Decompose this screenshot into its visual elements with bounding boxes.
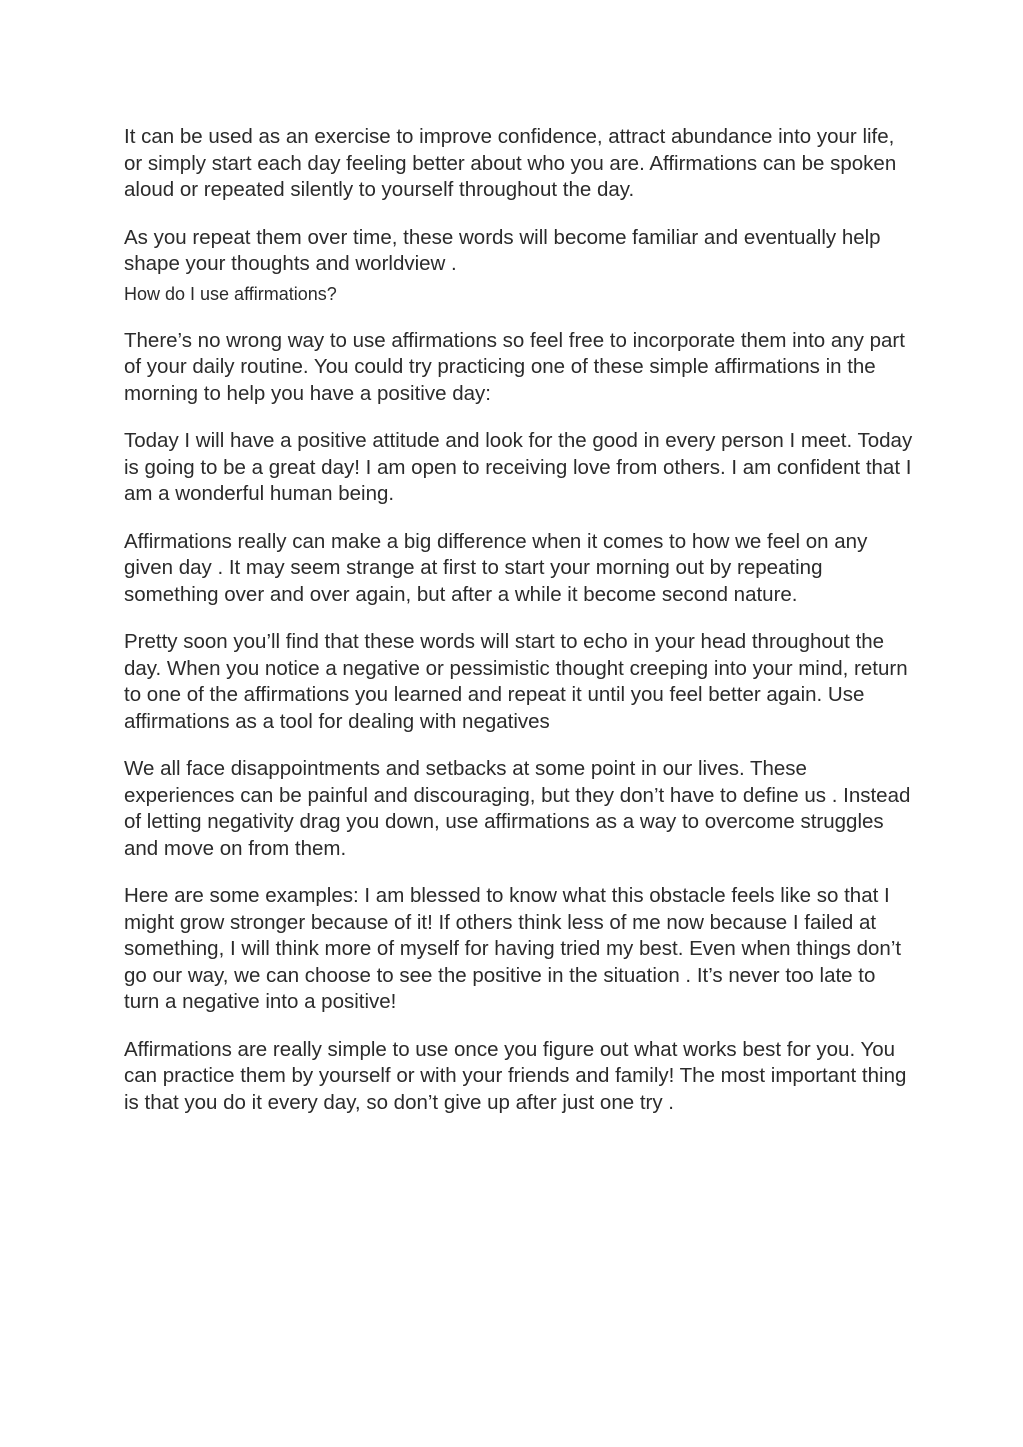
paragraph-setbacks: We all face disappointments and setbacks at some point in our lives. These experiences can be painful and discouraging, but they don’t have to define us . Instead of letting negativity drag you down, use affirmations as a way to overcome struggles and move on from them. (124, 757, 911, 860)
paragraph-examples-obstacles: Here are some examples: I am blessed to know what this obstacle feels like so that I might grow stronger because of it! If others think less of me now because I failed at something, I will think more of myself for having tried my best. Even when things don’t go our way, we can choose to see the positive in the situation . It’s never too late to turn a negative into a positive! (124, 884, 902, 1013)
section-heading: How do I use affirmations? (124, 283, 337, 304)
paragraph-conclusion: Affirmations are really simple to use once you figure out what works best for you. You can practice them by yourself or with your friends and family! The most important thing is that you do it every day, so don’t give up after just one try . (124, 1037, 907, 1114)
paragraph-intro: It can be used as an exercise to improve confidence, attract abundance into your life, or simply start each day feeling better about who you are. Affirmations can be spoken aloud or repeated silently to yourself throughout the day. (124, 125, 897, 201)
paragraph-repeat: As you repeat them over time, these words will become familiar and eventually help shape your thoughts and worldview . (124, 225, 881, 275)
paragraph-echo: Pretty soon you’ll find that these words will start to echo in your head throughout the day. When you notice a negative or pessimistic thought creeping into your mind, return to one of the affirmations you learned and repeat it until you feel better again. Use affirmations as a tool for dealing with negatives (124, 630, 908, 733)
document-body (124, 124, 914, 1137)
paragraph-difference: Affirmations really can make a big difference when it comes to how we feel on any given day . It may seem strange at first to start your morning out by repeating something over and over again, but after a while it become second nature. (124, 529, 868, 606)
paragraph-usage: There’s no wrong way to use affirmations so feel free to incorporate them into any part of your daily routine. You could try practicing one of these simple affirmations in the morning to help you have a positive day: (124, 328, 905, 405)
paragraph-examples-morning: Today I will have a positive attitude and look for the good in every person I meet. Today is going to be a great day! I am open to receiving love from others. I am confident that I am a wonderful human being. (124, 429, 913, 505)
